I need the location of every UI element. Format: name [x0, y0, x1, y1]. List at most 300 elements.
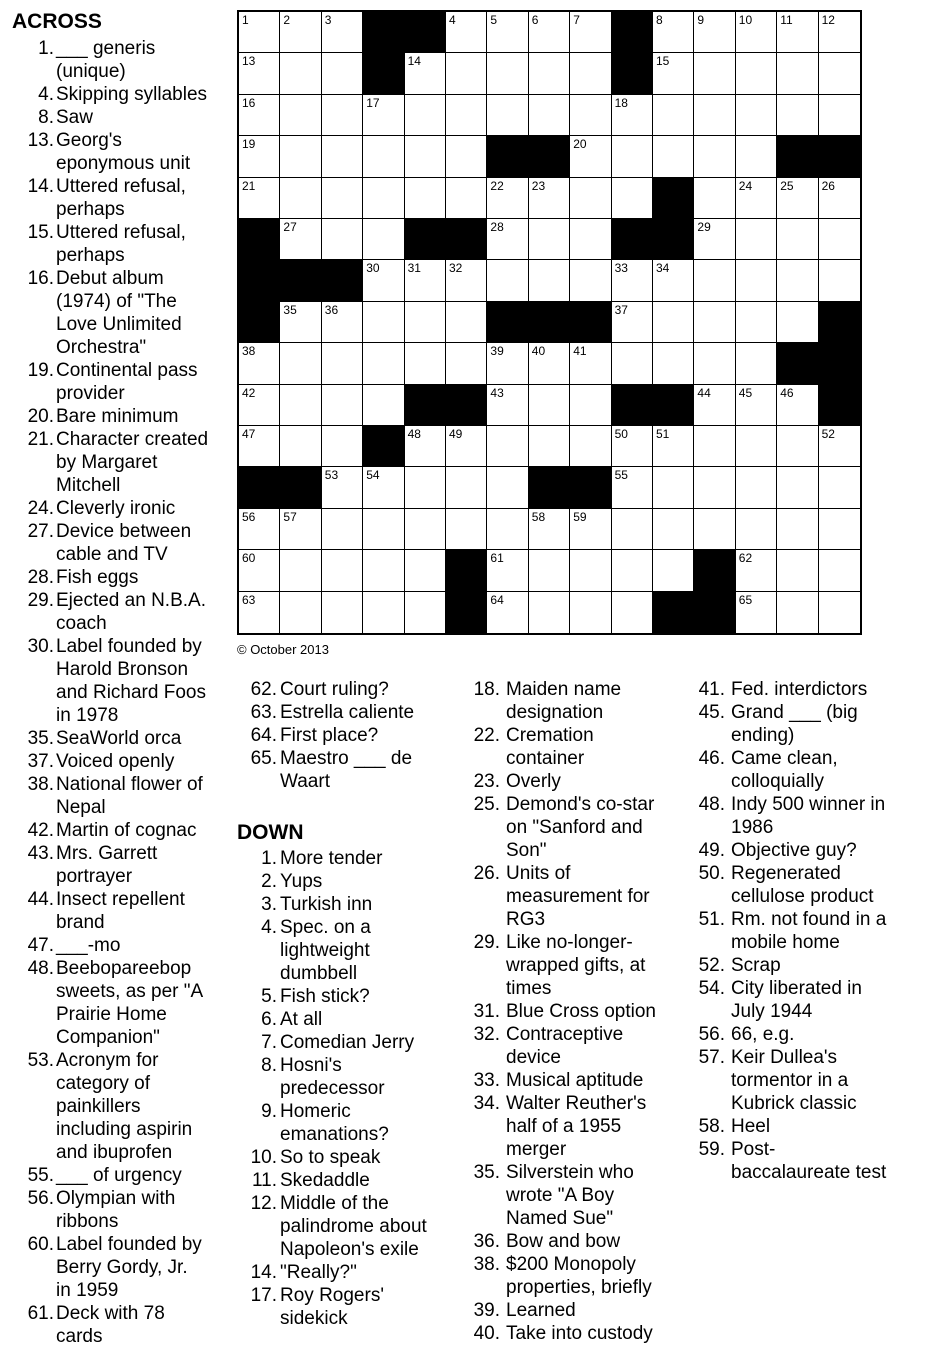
clue-item: [450, 793, 672, 862]
grid-cell[interactable]: [736, 95, 777, 136]
clue-text: City liberated in: [731, 978, 862, 999]
grid-cell[interactable]: [653, 95, 694, 136]
grid-cell[interactable]: [736, 136, 777, 177]
grid-cell[interactable]: [736, 178, 777, 219]
cell-number: 10: [738, 13, 753, 27]
grid-cell[interactable]: [777, 178, 818, 219]
grid-cell[interactable]: [322, 467, 363, 508]
clue-number: 55.: [27, 1165, 54, 1186]
grid-cell[interactable]: [570, 219, 611, 260]
grid-cell[interactable]: [570, 12, 611, 53]
clue-number: 30.: [27, 636, 54, 657]
grid-cell[interactable]: [363, 219, 404, 260]
grid-cell[interactable]: [322, 53, 363, 94]
clue-text: Debut album: [56, 268, 164, 289]
grid-cell[interactable]: [487, 12, 528, 53]
grid-cell[interactable]: [777, 385, 818, 426]
grid-cell[interactable]: [736, 343, 777, 384]
grid-cell[interactable]: [819, 260, 860, 301]
clue-text: Saw: [56, 107, 93, 128]
grid-cell[interactable]: [239, 12, 280, 53]
grid-cell[interactable]: [736, 467, 777, 508]
grid-cell[interactable]: [777, 302, 818, 343]
grid-cell[interactable]: [239, 95, 280, 136]
clue-text: brand: [56, 912, 105, 933]
clue-number: 8.: [38, 107, 54, 128]
grid-block: [819, 302, 860, 343]
grid-cell[interactable]: [405, 426, 446, 467]
grid-cell[interactable]: [280, 136, 321, 177]
grid-cell[interactable]: [777, 509, 818, 550]
grid-cell[interactable]: [529, 178, 570, 219]
grid-cell[interactable]: [570, 178, 611, 219]
grid-cell[interactable]: [736, 53, 777, 94]
clue-item: [10, 221, 230, 267]
grid-cell[interactable]: [819, 95, 860, 136]
clue-number: 27.: [27, 521, 54, 542]
grid-cell[interactable]: [570, 260, 611, 301]
grid-cell[interactable]: [653, 509, 694, 550]
grid-cell[interactable]: [694, 426, 735, 467]
grid-cell[interactable]: [405, 53, 446, 94]
grid-cell[interactable]: [529, 12, 570, 53]
grid-cell[interactable]: [446, 343, 487, 384]
clue-item: [225, 1031, 440, 1054]
grid-cell[interactable]: [777, 12, 818, 53]
grid-block: [487, 136, 528, 177]
grid-cell[interactable]: [570, 53, 611, 94]
grid-cell[interactable]: [363, 260, 404, 301]
grid-cell[interactable]: [446, 178, 487, 219]
grid-cell[interactable]: [612, 343, 653, 384]
grid-cell[interactable]: [653, 302, 694, 343]
clue-item: [10, 727, 230, 750]
clue-item: [675, 839, 915, 862]
grid-cell[interactable]: [487, 550, 528, 591]
cell-number: 45: [738, 385, 753, 400]
grid-cell[interactable]: [280, 219, 321, 260]
grid-cell[interactable]: [777, 95, 818, 136]
clue-text: Roy Rogers': [280, 1285, 384, 1306]
clue-item: [10, 842, 230, 888]
grid-cell[interactable]: [653, 260, 694, 301]
clue-text: At all: [280, 1009, 323, 1030]
grid-cell[interactable]: [529, 343, 570, 384]
grid-cell[interactable]: [529, 385, 570, 426]
grid-cell[interactable]: [363, 509, 404, 550]
clue-text: ___ generis: [56, 38, 156, 59]
grid-cell[interactable]: [694, 12, 735, 53]
clue-text: Objective guy?: [731, 840, 857, 861]
clue-item: [225, 1192, 440, 1261]
grid-cell[interactable]: [446, 302, 487, 343]
clue-text: Martin of cognac: [56, 820, 197, 841]
clue-item: [675, 1115, 915, 1138]
clue-number: 35.: [473, 1162, 500, 1183]
grid-cell[interactable]: [239, 592, 280, 633]
grid-cell[interactable]: [694, 260, 735, 301]
clue-text: tormentor in a: [731, 1070, 849, 1091]
clue-text: and Richard Foos: [56, 682, 206, 703]
grid-cell[interactable]: [570, 343, 611, 384]
clue-item: [10, 888, 230, 934]
grid-cell[interactable]: [529, 592, 570, 633]
cell-number: 30: [366, 261, 380, 276]
grid-cell[interactable]: [280, 550, 321, 591]
clue-number: 12.: [250, 1193, 277, 1214]
clue-text: Yups: [280, 871, 323, 892]
down-clue-list: [225, 847, 440, 1330]
grid-cell[interactable]: [363, 592, 404, 633]
grid-cell[interactable]: [529, 550, 570, 591]
grid-block: [612, 12, 653, 53]
grid-cell[interactable]: [322, 592, 363, 633]
grid-cell[interactable]: [653, 550, 694, 591]
clue-number: 20.: [27, 406, 54, 427]
grid-cell[interactable]: [819, 550, 860, 591]
grid-cell[interactable]: [363, 178, 404, 219]
cell-number: 38: [242, 344, 256, 359]
grid-cell[interactable]: [653, 467, 694, 508]
cell-number: 65: [738, 592, 753, 607]
grid-block: [529, 302, 570, 343]
grid-cell[interactable]: [653, 343, 694, 384]
grid-cell[interactable]: [653, 53, 694, 94]
grid-cell[interactable]: [612, 592, 653, 633]
clue-text: Silverstein who: [506, 1162, 634, 1183]
grid-cell[interactable]: [280, 592, 321, 633]
grid-cell[interactable]: [612, 302, 653, 343]
grid-cell[interactable]: [322, 302, 363, 343]
clue-number: 61.: [27, 1303, 54, 1324]
clue-number: 53.: [27, 1050, 54, 1071]
grid-cell[interactable]: [777, 53, 818, 94]
grid-cell[interactable]: [405, 178, 446, 219]
grid-cell[interactable]: [487, 219, 528, 260]
grid-cell[interactable]: [612, 178, 653, 219]
grid-cell[interactable]: [239, 385, 280, 426]
clue-text: Orchestra": [56, 337, 147, 358]
clue-item: [10, 934, 230, 957]
grid-cell[interactable]: [694, 385, 735, 426]
grid-cell[interactable]: [694, 219, 735, 260]
grid-cell[interactable]: [487, 509, 528, 550]
clue-text: Bare minimum: [56, 406, 179, 427]
grid-cell[interactable]: [612, 467, 653, 508]
clue-text: Character created: [56, 429, 209, 450]
grid-cell[interactable]: [570, 95, 611, 136]
clue-item: [225, 1146, 440, 1169]
grid-cell[interactable]: [694, 509, 735, 550]
cell-number: 53: [324, 468, 339, 483]
clue-item: [225, 916, 440, 985]
clue-number: 39.: [473, 1300, 500, 1321]
grid-cell[interactable]: [529, 509, 570, 550]
grid-cell[interactable]: [529, 260, 570, 301]
grid-cell[interactable]: [777, 592, 818, 633]
cell-number: 43: [490, 385, 504, 400]
grid-cell[interactable]: [819, 178, 860, 219]
clue-text: Learned: [506, 1300, 576, 1321]
grid-cell[interactable]: [405, 509, 446, 550]
grid-cell[interactable]: [736, 592, 777, 633]
grid-cell[interactable]: [736, 509, 777, 550]
grid-cell[interactable]: [570, 136, 611, 177]
grid-cell[interactable]: [694, 178, 735, 219]
grid-cell[interactable]: [322, 343, 363, 384]
clue-number: 49.: [698, 840, 725, 861]
grid-cell[interactable]: [280, 509, 321, 550]
grid-cell[interactable]: [363, 467, 404, 508]
grid-cell[interactable]: [777, 260, 818, 301]
grid-cell[interactable]: [777, 550, 818, 591]
clue-number: 51.: [698, 909, 725, 930]
grid-cell[interactable]: [363, 136, 404, 177]
clue-text: $200 Monopoly: [506, 1254, 636, 1275]
grid-cell[interactable]: [446, 12, 487, 53]
grid-cell[interactable]: [239, 343, 280, 384]
grid-cell[interactable]: [819, 509, 860, 550]
grid-cell[interactable]: [446, 95, 487, 136]
grid-cell[interactable]: [529, 53, 570, 94]
cell-number: 34: [656, 261, 670, 276]
grid-cell[interactable]: [363, 95, 404, 136]
grid-cell[interactable]: [612, 426, 653, 467]
grid-block: [405, 12, 446, 53]
grid-cell[interactable]: [280, 343, 321, 384]
grid-cell[interactable]: [446, 509, 487, 550]
clue-text: Keir Dullea's: [731, 1047, 838, 1068]
clue-number: 4.: [38, 84, 54, 105]
cell-number: 13: [242, 54, 256, 69]
grid-cell[interactable]: [405, 302, 446, 343]
grid-cell[interactable]: [736, 550, 777, 591]
clue-number: 60.: [27, 1234, 54, 1255]
grid-cell[interactable]: [322, 385, 363, 426]
grid-cell[interactable]: [694, 53, 735, 94]
clue-item: [450, 1069, 672, 1092]
cell-number: 14: [407, 54, 421, 69]
cell-number: 6: [531, 13, 539, 27]
grid-block: [612, 385, 653, 426]
clue-text: Georg's: [56, 130, 122, 151]
grid-cell[interactable]: [322, 509, 363, 550]
grid-cell[interactable]: [446, 426, 487, 467]
grid-cell[interactable]: [570, 385, 611, 426]
grid-cell[interactable]: [694, 136, 735, 177]
grid-cell[interactable]: [363, 550, 404, 591]
clue-text: palindrome about: [280, 1216, 427, 1237]
grid-block: [819, 385, 860, 426]
grid-cell[interactable]: [280, 95, 321, 136]
clue-text: (unique): [56, 61, 126, 82]
clue-number: 32.: [473, 1024, 500, 1045]
grid-cell[interactable]: [736, 385, 777, 426]
grid-cell[interactable]: [570, 426, 611, 467]
grid-cell[interactable]: [405, 136, 446, 177]
grid-block: [280, 467, 321, 508]
clue-text: sidekick: [280, 1308, 348, 1329]
grid-cell[interactable]: [694, 467, 735, 508]
grid-cell[interactable]: [570, 592, 611, 633]
grid-block: [694, 592, 735, 633]
grid-cell[interactable]: [653, 136, 694, 177]
grid-cell[interactable]: [280, 178, 321, 219]
grid-cell[interactable]: [819, 12, 860, 53]
grid-block: [405, 219, 446, 260]
grid-cell[interactable]: [405, 343, 446, 384]
grid-cell[interactable]: [363, 343, 404, 384]
clue-number: 62.: [250, 679, 277, 700]
grid-cell[interactable]: [446, 136, 487, 177]
clue-number: 15.: [27, 222, 54, 243]
grid-cell[interactable]: [487, 426, 528, 467]
grid-cell[interactable]: [363, 385, 404, 426]
grid-cell[interactable]: [487, 260, 528, 301]
clue-text: Rm. not found in a: [731, 909, 887, 930]
clue-item: [675, 1138, 915, 1184]
grid-cell[interactable]: [612, 550, 653, 591]
grid-cell[interactable]: [570, 509, 611, 550]
grid-cell[interactable]: [322, 178, 363, 219]
grid-cell[interactable]: [736, 260, 777, 301]
grid-cell[interactable]: [736, 219, 777, 260]
grid-cell[interactable]: [529, 95, 570, 136]
clue-number: 44.: [27, 889, 54, 910]
grid-cell[interactable]: [280, 302, 321, 343]
clue-text: Cleverly ironic: [56, 498, 176, 519]
grid-cell[interactable]: [280, 385, 321, 426]
clue-number: 26.: [473, 863, 500, 884]
grid-cell[interactable]: [819, 467, 860, 508]
grid-cell[interactable]: [405, 95, 446, 136]
clue-item: [10, 428, 230, 497]
grid-cell[interactable]: [694, 95, 735, 136]
grid-cell[interactable]: [694, 343, 735, 384]
grid-cell[interactable]: [487, 178, 528, 219]
grid-cell[interactable]: [405, 550, 446, 591]
grid-cell[interactable]: [487, 95, 528, 136]
grid-cell[interactable]: [736, 302, 777, 343]
grid-cell[interactable]: [487, 385, 528, 426]
clue-text: Like no-longer-: [506, 932, 633, 953]
grid-cell[interactable]: [239, 136, 280, 177]
clue-number: 14.: [27, 176, 54, 197]
clue-number: 24.: [27, 498, 54, 519]
grid-cell[interactable]: [612, 509, 653, 550]
clue-text: Voiced openly: [56, 751, 175, 772]
grid-cell[interactable]: [529, 219, 570, 260]
grid-cell[interactable]: [653, 426, 694, 467]
clue-text: times: [506, 978, 552, 999]
grid-cell[interactable]: [280, 53, 321, 94]
grid-cell[interactable]: [612, 260, 653, 301]
grid-cell[interactable]: [363, 302, 404, 343]
cell-number: 41: [573, 344, 587, 359]
grid-cell[interactable]: [653, 12, 694, 53]
grid-cell[interactable]: [322, 426, 363, 467]
clue-number: 37.: [27, 751, 54, 772]
grid-cell[interactable]: [819, 53, 860, 94]
clue-text: Musical aptitude: [506, 1070, 644, 1091]
grid-cell[interactable]: [777, 467, 818, 508]
grid-cell[interactable]: [529, 426, 570, 467]
grid-cell[interactable]: [777, 219, 818, 260]
clue-text: and ibuprofen: [56, 1142, 173, 1163]
clue-number: 13.: [27, 130, 54, 151]
clue-number: 10.: [250, 1147, 277, 1168]
cell-number: 52: [821, 427, 835, 441]
cell-number: 51: [656, 427, 670, 441]
grid-cell[interactable]: [487, 592, 528, 633]
cell-number: 55: [614, 468, 628, 483]
grid-cell[interactable]: [322, 219, 363, 260]
grid-cell[interactable]: [322, 95, 363, 136]
grid-cell[interactable]: [612, 95, 653, 136]
grid-cell[interactable]: [405, 467, 446, 508]
grid-cell[interactable]: [612, 136, 653, 177]
grid-cell[interactable]: [239, 509, 280, 550]
grid-cell[interactable]: [694, 302, 735, 343]
grid-cell[interactable]: [280, 426, 321, 467]
grid-cell[interactable]: [736, 426, 777, 467]
clue-number: 7.: [261, 1032, 277, 1053]
grid-cell[interactable]: [819, 426, 860, 467]
clue-text: Maiden name: [506, 679, 622, 700]
grid-block: [239, 260, 280, 301]
cell-number: 39: [490, 344, 504, 359]
grid-cell[interactable]: [819, 219, 860, 260]
grid-cell[interactable]: [322, 136, 363, 177]
cell-number: 8: [656, 13, 663, 27]
clue-item: [10, 1049, 230, 1164]
grid-cell[interactable]: [239, 426, 280, 467]
grid-cell[interactable]: [239, 53, 280, 94]
cell-number: 35: [283, 302, 297, 317]
grid-cell[interactable]: [280, 12, 321, 53]
clue-item: [225, 1261, 440, 1284]
cell-number: 18: [614, 95, 628, 110]
clue-text: Skipping syllables: [56, 84, 208, 105]
grid-cell[interactable]: [736, 12, 777, 53]
grid-cell[interactable]: [777, 426, 818, 467]
clue-text: Nepal: [56, 797, 106, 818]
grid-cell[interactable]: [819, 592, 860, 633]
clue-item: [225, 678, 435, 701]
clue-item: [225, 1284, 440, 1330]
clue-text: Walter Reuther's: [506, 1093, 647, 1114]
grid-cell[interactable]: [446, 467, 487, 508]
grid-cell[interactable]: [487, 467, 528, 508]
clue-text: properties, briefly: [506, 1277, 652, 1298]
grid-cell[interactable]: [405, 260, 446, 301]
grid-cell[interactable]: [405, 592, 446, 633]
grid-cell[interactable]: [322, 12, 363, 53]
grid-cell[interactable]: [322, 550, 363, 591]
grid-cell[interactable]: [487, 53, 528, 94]
clue-text: Olympian with: [56, 1188, 176, 1209]
clue-item: [450, 678, 672, 724]
grid-cell[interactable]: [239, 550, 280, 591]
clue-number: 56.: [698, 1024, 725, 1045]
grid-cell[interactable]: [487, 343, 528, 384]
clue-item: [675, 862, 915, 908]
grid-cell[interactable]: [446, 260, 487, 301]
grid-cell[interactable]: [239, 178, 280, 219]
clue-item: [10, 129, 230, 175]
grid-cell[interactable]: [446, 53, 487, 94]
grid-cell[interactable]: [570, 550, 611, 591]
